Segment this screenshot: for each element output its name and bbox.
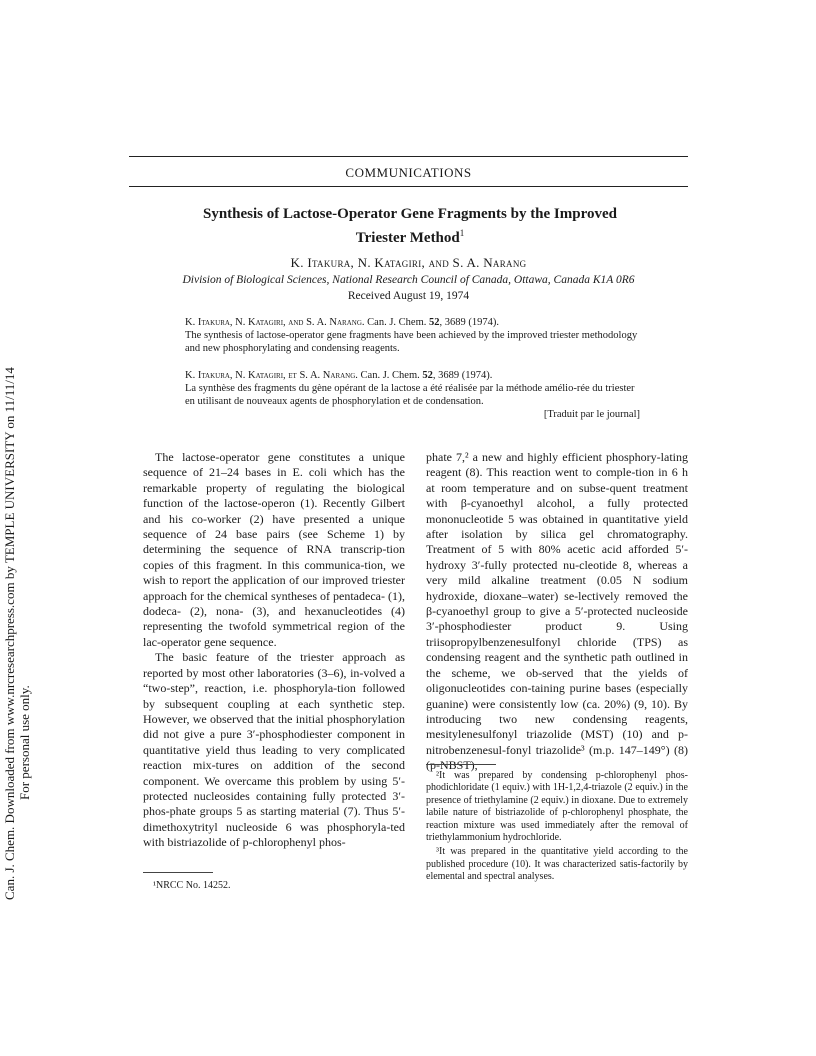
received-date: Received August 19, 1974 bbox=[347, 290, 470, 302]
title-line-2-wrap bbox=[150, 224, 670, 248]
personal-use-note: For personal use only. bbox=[17, 685, 32, 800]
top-rule bbox=[129, 156, 688, 157]
footnote-right bbox=[426, 770, 688, 886]
abstract-english-authors: K. Itakura, N. Katagiri, and S. A. Narang. bbox=[185, 317, 365, 328]
body-right-column bbox=[426, 450, 688, 774]
abstract-french-citation: K. Itakura, N. Katagiri, et S. A. Narang. Can. J. Chem. 52, 3689 (1974). bbox=[185, 370, 493, 381]
abstract-french-volume: 52 bbox=[422, 370, 433, 381]
paragraph-continued: phate 7,² a new and highly efficient phosphory-lating reagent (8). This reaction went to comple-tion in 6 h at room temperature and on subse-quent treatment with β-cyanoethyl alcohol, a fully protected mononucleotide 5 was obtained in quantitative yield after isolation by silica gel chromatography. Treatment of 5 with 80% acetic acid afforded 5′-hydroxy 3′-fully protected nu-cleotide 8, whereas a very mild alkaline treatment (0.05 N sodium hydroxide, dioxane–water) se-lectively removed the β-cyanoethyl group to give a 5′-protected nucleoside 3′-phosphodiester product 9. Using triisopropylbenzenesulfonyl chloride (TPS) as condensing reagent and the synthetic path outlined in the scheme, we ob-served that the yields of oligonucleotides con-taining purine bases (especially guanine) were consistently low (ca. 20%) (9, 10). By introducing two new condensing reagents, mesitylenesulfonyl triazolide (MST) (10) and p-nitrobenzenesul-fonyl triazolide³ (m.p. 147–149°) (8) (p-NBST), bbox=[426, 450, 688, 773]
affiliation: Division of Biological Sciences, National Research Council of Canada, Ottawa, Canada K1A 0R6 bbox=[182, 274, 635, 286]
paragraph-triester: The basic feature of the triester approach as reported by most other laboratories (3–6), in-volved a “two-step”, reaction, i.e. phosphoryla-tion followed by subsequent coupling at each synthetic step. However, we observed that the initial phosphorylation did not give a pure 3′-phosphodiester component in quantitative yield thus leading to very complicated reaction mix-tures on addition of the second component. We overcame this problem by using 5′-protected nucleosides containing fully protected 3′-phos-phate groups 5 as starting material (7). Thus 5′-dimethoxytrityl nucleoside 6 was phosphoryla-ted with bistriazolide of p-chlorophenyl phos- bbox=[143, 650, 405, 850]
abstract-english-text: The synthesis of lactose-operator gene fragments have been achieved by the improved triester methodology and new phosphorylating and condensing reagents. bbox=[185, 330, 638, 354]
footnote-1: ¹NRCC No. 14252. bbox=[153, 880, 231, 891]
footnote-rule-left bbox=[143, 872, 213, 873]
abstract-english-citation: K. Itakura, N. Katagiri, and S. A. Narang. Can. J. Chem. 52, 3689 (1974). bbox=[185, 317, 499, 328]
abstract-english-volume: 52 bbox=[429, 317, 440, 328]
footnote-2: ²It was prepared by condensing p-chlorophenyl phos-phodichloridate (1 equiv.) with 1H-1,2,4-triazole (2 equiv.) in the presence of triethylamine (2 equiv.) in dioxane. Due to extremely labile nature of bistriazolide of p-chlorophenyl phosphate, the reaction mixture was used immediately after the removal of triethylammonium hydrochloride. bbox=[426, 770, 688, 844]
abstract-french-pages: 3689 (1974). bbox=[438, 370, 493, 381]
abstract-english-journal: Can. J. Chem. bbox=[367, 317, 427, 328]
article-title bbox=[150, 205, 670, 248]
abstract-english-pages: 3689 (1974). bbox=[444, 317, 499, 328]
footnote-3: ³It was prepared in the quantitative yield according to the published procedure (10). It was characterized satis-factorily by elemental and spectral analyses. bbox=[426, 846, 688, 883]
abstract-french-text: La synthèse des fragments du gène opérant de la lactose a été réalisée par la méthode amélio-rée du triester en utilisant de nouveaux agents de phosphorylation et de condensation. bbox=[185, 383, 635, 407]
authors: K. Itakura, N. Katagiri, and S. A. Narang bbox=[290, 255, 527, 270]
abstract-english bbox=[185, 316, 640, 355]
download-watermark bbox=[0, 210, 40, 900]
abstract-french-translation-note: [Traduit par le journal] bbox=[543, 409, 640, 420]
title-line-1: Synthesis of Lactose-Operator Gene Fragments by the Improved bbox=[203, 206, 617, 222]
abstract-french bbox=[185, 369, 640, 421]
footnote-rule-right bbox=[426, 764, 496, 765]
abstract-french-authors: K. Itakura, N. Katagiri, et S. A. Narang. bbox=[185, 370, 358, 381]
abstract-french-journal: Can. J. Chem. bbox=[360, 370, 420, 381]
section-title: COMMUNICATIONS bbox=[345, 165, 472, 180]
title-footnote-mark: 1 bbox=[459, 228, 465, 238]
section-rule bbox=[129, 186, 688, 187]
paragraph-intro: The lactose-operator gene constitutes a unique sequence of 21–24 bases in E. coli which has the remarkable property of regulating the biological function of the lactose-operon (1). Recently Gilbert and his co-worker (2) have presented a unique sequence of 24 base pairs (see Scheme 1) by determining the sequence of RNA transcrip-tion copies of this fragment. In this communica-tion, we wish to report the application of our improved triester approach for the chemical syntheses of pentadeca- (1), dodeca- (2), nona- (3), and hexanucleotides (4) representing the twofold symmetrical region of the lac-operator gene sequence. bbox=[143, 450, 405, 649]
footnote-left bbox=[143, 880, 405, 894]
title-line-2: Triester Method bbox=[355, 230, 460, 246]
download-note: Can. J. Chem. Downloaded from www.nrcresearchpress.com by TEMPLE UNIVERSITY on 11/11/14 bbox=[2, 367, 17, 900]
body-left-column bbox=[143, 450, 405, 851]
